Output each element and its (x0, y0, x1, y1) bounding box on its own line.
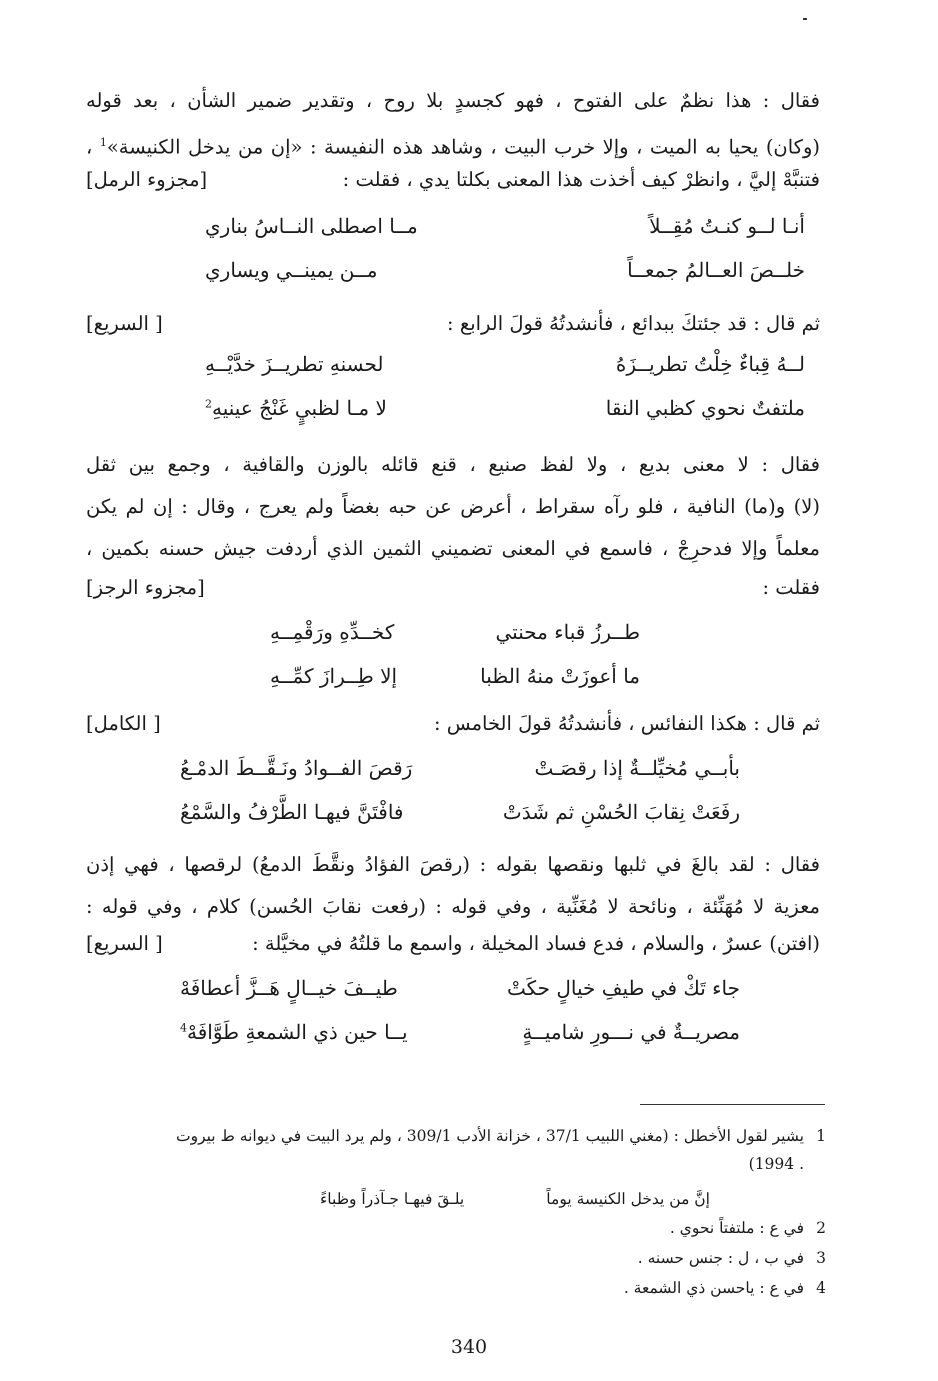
verse-intro-4 (86, 708, 820, 750)
verse-intro-3 (86, 572, 820, 614)
meter-label: [مجزوء الرجز] (86, 576, 205, 599)
text-line: (لا) و(ما) النافية ، فلو رآه سقراط ، أعرض عن حبه بغضاً ولم يعرج ، وقال : إن لم يكن (86, 495, 820, 518)
footnote-text: في ع : ملتفتاً نحوي . (669, 1219, 804, 1237)
verse-hemistich-first: إنَّ من يدخل الكنيسة يوماً (546, 1190, 710, 1208)
verse-hemistich-second: يلـقَ فيهـا جـآذراً وظباءً (320, 1190, 465, 1208)
verse-line (205, 396, 805, 436)
verse-line (180, 1020, 740, 1060)
footnote-mark[interactable]: 2 (205, 397, 212, 411)
verse-line (180, 976, 740, 1016)
verse-line (270, 620, 640, 660)
verse-hemistich-first: خلــصَ العــالمُ جمعــاً (627, 258, 805, 282)
verse-hemistich-second: مــن يمينــي ويساري (205, 258, 378, 282)
verse-hemistich-second: لا مـا لظبيٍ غَنْجُ عينيهِ$^2$ (205, 396, 387, 420)
verse-hemistich-second: طيــفَ خيــالٍ هَــزَّ أعطافَهْ (180, 976, 398, 1000)
verse-hemistich-second: مــا اصطلى النــاسُ بناري (205, 214, 418, 238)
verse-line (180, 756, 740, 796)
footnote-mark[interactable]: 4 (180, 1021, 187, 1035)
text-line: فقال : لقد بالغَ في ثلبها ونقصها بقوله : (رقصَ الفؤادُ ونقَّطَ الدمعُ) لرقصها ، فهي إذن (86, 853, 820, 876)
footnote-verse (320, 1190, 710, 1216)
text-line: معلماً وإلا فدحرِجْ ، فاسمع في المعنى تضميني الثمين الذي أردفت جيش حسنه بكمين ، (86, 537, 820, 560)
intro-text: (افتن) عسرٌ ، والسلام ، فدع فساد المخيلة ، واسمع ما قلتُهُ في مخيَّلة : (252, 932, 820, 955)
footnote-1-continued (86, 1150, 826, 1178)
footnote-text: في ب ، ل : جنس حسنه . (637, 1249, 804, 1267)
verse-hemistich-second: رَقصَ الفــوادُ ونَـقَّــطَ الدمْـعُ (180, 756, 413, 780)
footnote-4 (86, 1274, 826, 1302)
verse-hemistich-first: بأبــي مُخيِّلــةٌ إذا رقصَـتْ (534, 756, 740, 780)
text-line: (وكان) يحيا به الميت ، وإلا خرب البيت ، وشاهد هذه النفيسة : «إن من يدخل الكنيسة»$^1$ ، (86, 135, 820, 159)
meter-label: [ الكامل] (86, 712, 161, 735)
footnote-2 (86, 1214, 826, 1242)
paragraph-2 (86, 444, 820, 570)
footnote-number: 3 (816, 1249, 826, 1267)
meter-label: [مجزوء الرمل] (86, 168, 208, 191)
verse-hemistich-second: يــا حين ذي الشمعةِ طَوَّافَهْ$^4$ (180, 1020, 408, 1044)
verse-line (270, 664, 640, 704)
intro-text: فتنبَّهْ إليَّ ، وانظرْ كيف أخذت هذا المعنى بكلتا يدي ، فقلت : (342, 168, 820, 191)
text-line: فقال : هذا نظمٌ على الفتوح ، فهو كجسدٍ بلا روح ، وتقدير ضمير الشأن ، بعد قوله (86, 89, 820, 112)
verse-hemistich-second: فافْتَنَّ فيهـا الطَّرْفُ والسَّمْعُ (180, 800, 404, 824)
footnote-separator (640, 1104, 825, 1105)
verse-hemistich-first: لــهُ قِباءٌ خِلْتُ تطريــزَهُ (615, 352, 805, 376)
verse-line (205, 214, 805, 254)
paragraph-3 (86, 844, 820, 928)
intro-text: ثم قال : قد جئتكَ ببدائع ، فأنشدتُهُ قولَ الرابع : (447, 312, 820, 335)
footnote-3 (86, 1244, 826, 1272)
verse-hemistich-first: مصريــةٌ في نـــورِ شاميــةٍ (522, 1020, 740, 1044)
verse-hemistich-first: جاء تَكْ في طيفِ خيالٍ حكَتْ (506, 976, 740, 1000)
text-line: فقال : لا معنى بديع ، ولا لفظ صنيع ، قنع قائله بالوزن والقافية ، وجمع بين ثقل (86, 453, 820, 476)
page-mark (803, 18, 807, 20)
intro-text: ثم قال : هكذا النفائس ، فأنشدتُهُ قولَ الخامس : (433, 712, 820, 735)
page-number: 340 (450, 1336, 488, 1358)
footnote-1 (86, 1122, 826, 1150)
verse-hemistich-second: كخــدِّهِ ورَقْمِــهِ (270, 620, 395, 644)
verse-line (180, 800, 740, 840)
footnote-mark[interactable]: 1 (99, 136, 107, 149)
verse-intro-5 (86, 928, 820, 970)
footnote-text: . 1994) (748, 1155, 804, 1173)
footnote-number: 4 (816, 1279, 826, 1297)
verse-line (205, 352, 805, 392)
verse-hemistich-first: أنـا لــو كنـتُ مُقِــلاً (649, 214, 805, 238)
text-line: معزية لا مُهَنِّئة ، ونائحة لا مُغَنِّية ، وفي قوله : (رفعت نقابَ الحُسن) كلام ، وفي قوله : (86, 895, 820, 918)
meter-label: [ السريع] (86, 932, 163, 955)
verse-intro-1 (86, 164, 820, 206)
paragraph-1 (86, 80, 820, 169)
verse-hemistich-first: ما أعوزَتْ منهُ الظبا (480, 664, 640, 688)
footnote-number: 2 (816, 1219, 826, 1237)
verse-hemistich-second: لحسنهِ تطريــزَ خدَّيْــهِ (205, 352, 384, 376)
footnote-text: يشير لقول الأخطل : (مغني اللبيب 37/1 ، خزانة الأدب 309/1 ، ولم يرد البيت في ديوانه ط بيروت (176, 1127, 804, 1145)
verse-hemistich-first: رفَعَتْ نِقابَ الحُسْنِ ثم شَدَتْ (502, 800, 740, 824)
meter-label: [ السريع] (86, 312, 163, 335)
verse-intro-2 (86, 308, 820, 350)
intro-text: فقلت : (762, 576, 820, 599)
footnote-text: في ع : ياحسن ذي الشمعة . (623, 1279, 804, 1297)
verse-hemistich-first: ملتفتٌ نحوي كظبي النقا (605, 396, 805, 420)
verse-hemistich-second: إلا طِــرازَ كمِّــهِ (270, 664, 398, 688)
verse-line (205, 258, 805, 298)
verse-hemistich-first: طــرزُ قباء محنتي (495, 620, 640, 644)
footnote-number: 1 (816, 1127, 826, 1145)
